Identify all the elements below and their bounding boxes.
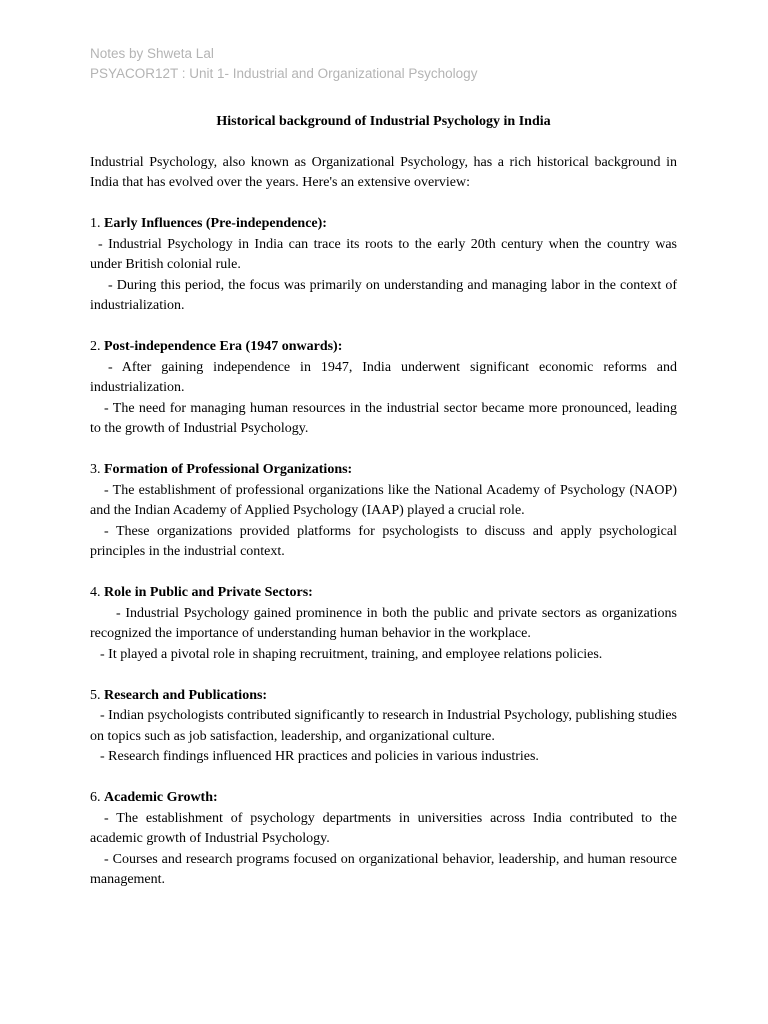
- bullet-point: - After gaining independence in 1947, India underwent significant economic reforms and industrialization.: [90, 359, 677, 395]
- document-body: [90, 112, 677, 911]
- bullet-point: - Courses and research programs focused on organizational behavior, leadership, and human resource management.: [90, 851, 677, 887]
- section-title: Post-independence Era (1947 onwards):: [104, 339, 343, 354]
- bullet-point: - These organizations provided platforms for psychologists to discuss and apply psychological principles in the industrial context.: [90, 523, 677, 559]
- page-header: [90, 44, 477, 84]
- section-title: Academic Growth:: [104, 790, 218, 805]
- section-public-private-sectors: [90, 583, 677, 665]
- section-heading: [90, 788, 677, 809]
- section-number: 1.: [90, 216, 101, 231]
- section-number: 4.: [90, 585, 101, 600]
- bullet-point: - During this period, the focus was primarily on understanding and managing labor in the context of industrialization.: [90, 277, 677, 313]
- bullet-point: - It played a pivotal role in shaping recruitment, training, and employee relations policies.: [100, 646, 603, 662]
- bullet-point: - The establishment of psychology departments in universities across India contributed to the academic growth of Industrial Psychology.: [90, 810, 677, 846]
- section-post-independence: [90, 337, 677, 440]
- bullet-point: - Indian psychologists contributed significantly to research in Industrial Psychology, publishing studies on topics such as job satisfaction, leadership, and organizational culture.: [90, 708, 677, 744]
- section-heading: [90, 337, 677, 358]
- section-number: 3.: [90, 462, 101, 477]
- course-note: PSYACOR12T : Unit 1- Industrial and Organizational Psychology: [90, 66, 478, 81]
- section-title: Role in Public and Private Sectors:: [104, 585, 313, 600]
- bullet-point: - Research findings influenced HR practices and policies in various industries.: [100, 749, 539, 764]
- section-heading: [90, 686, 677, 707]
- document-title: Historical background of Industrial Psychology in India: [216, 114, 551, 129]
- section-heading: [90, 214, 677, 235]
- section-number: 5.: [90, 687, 101, 703]
- bullet-point: - The need for managing human resources in the industrial sector became more pronounced, leading to the growth of Industrial Psychology.: [90, 400, 677, 436]
- section-professional-organizations: [90, 460, 677, 563]
- section-heading: [90, 460, 677, 481]
- bullet-point: - Industrial Psychology gained prominence in both the public and private sectors as organizations recognized the importance of understanding human behavior in the workplace.: [90, 605, 677, 641]
- author-note: Notes by Shweta Lal: [90, 46, 214, 61]
- section-title: Early Influences (Pre-independence):: [104, 216, 327, 231]
- section-academic-growth: [90, 788, 677, 891]
- section-number: 2.: [90, 339, 101, 354]
- section-research-publications: [90, 686, 677, 768]
- section-title: Formation of Professional Organizations:: [104, 462, 353, 477]
- section-title: Research and Publications:: [104, 687, 268, 703]
- section-number: 6.: [90, 790, 101, 805]
- intro-paragraph: Industrial Psychology, also known as Organizational Psychology, has a rich historical background in India that has evolved over the years. Here's an extensive overview:: [90, 154, 677, 190]
- section-heading: [90, 583, 677, 604]
- bullet-point: - The establishment of professional organizations like the National Academy of Psychology (NAOP) and the Indian Academy of Applied Psychology (IAAP) played a crucial role.: [90, 482, 677, 518]
- section-early-influences: [90, 214, 677, 317]
- bullet-point: - Industrial Psychology in India can trace its roots to the early 20th century when the country was under British colonial rule.: [90, 236, 677, 272]
